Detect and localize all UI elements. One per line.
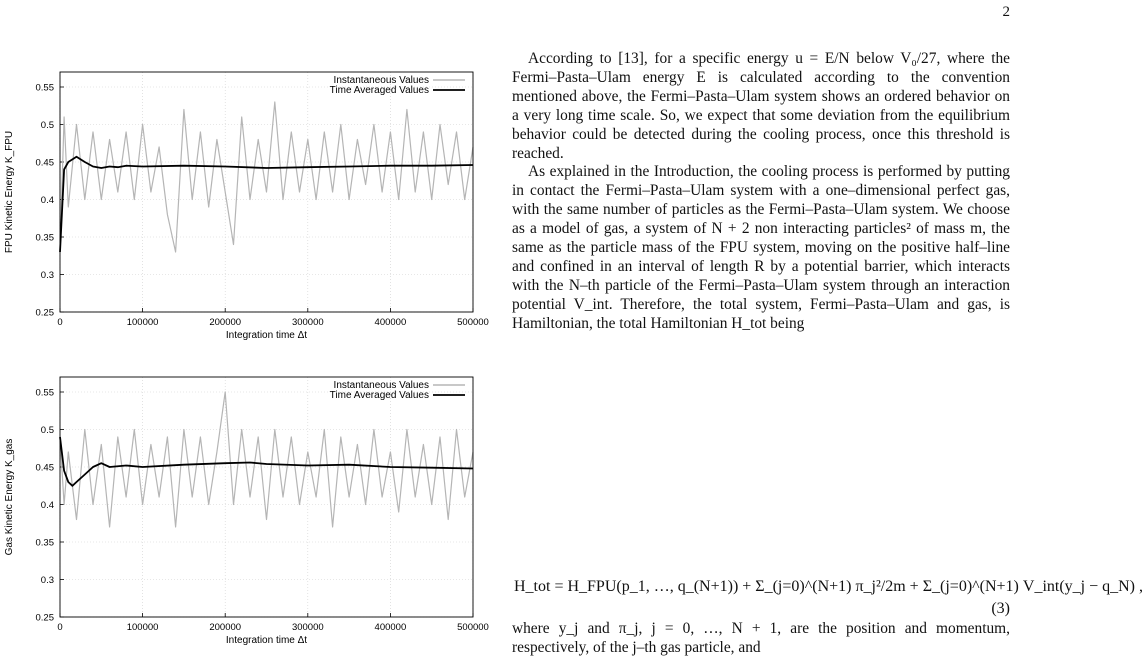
y-axis-label: Gas Kinetic Energy K_gas: [4, 438, 15, 556]
chart-gas: [0, 367, 500, 667]
x-axis-label: Integration time Δt: [225, 635, 308, 646]
text-column: [512, 50, 1010, 334]
series-time-averaged-line: [60, 157, 473, 252]
y-tick-label: 0.5: [40, 425, 54, 436]
y-tick-label: 0.55: [35, 387, 54, 399]
x-tick-label: 0: [57, 317, 63, 328]
x-tick-label: 300000: [291, 622, 324, 633]
y-tick-label: 0.35: [35, 537, 54, 549]
y-tick-label: 0.4: [40, 500, 54, 511]
y-tick-label: 0.45: [35, 157, 54, 169]
y-tick-label: 0.3: [40, 575, 54, 586]
paragraph-3: where y_j and π_j, j = 0, …, N + 1, are the position and momentum, respectively, of the j–th gas particle, and: [512, 620, 1010, 656]
y-tick-label: 0.4: [40, 195, 54, 206]
x-tick-label: 100000: [126, 317, 159, 328]
legend-label: Instantaneous Values: [333, 75, 429, 86]
x-tick-label: 400000: [374, 317, 407, 328]
x-tick-label: 200000: [209, 317, 242, 328]
chart-fpu: [0, 62, 500, 362]
x-tick-label: 100000: [126, 622, 159, 633]
equation-body: H_tot = H_FPU(p_1, …, q_(N+1)) + Σ_(j=0)^(N+1) π_j²/2m + Σ_(j=0)^(N+1) V_int(y_j − q_N) ,: [514, 578, 1143, 595]
series-instantaneous-line: [60, 392, 473, 527]
x-axis-label: Integration time Δt: [225, 330, 308, 341]
x-tick-label: 0: [57, 622, 63, 633]
x-tick-label: 500000: [457, 317, 489, 328]
equation-number: (3): [991, 600, 1010, 617]
page-number: 2: [1002, 4, 1010, 20]
y-tick-label: 0.25: [35, 307, 54, 319]
legend-label: Time Averaged Values: [329, 85, 429, 96]
chart-fpu-svg: [0, 62, 500, 362]
y-axis-label: FPU Kinetic Energy K_FPU: [4, 130, 15, 254]
figure: [0, 62, 500, 672]
plot-frame: [60, 377, 473, 617]
x-tick-label: 500000: [457, 622, 489, 633]
x-tick-label: 300000: [291, 317, 324, 328]
legend-label: Instantaneous Values: [333, 380, 429, 391]
equation-3: [512, 560, 1143, 618]
y-tick-label: 0.25: [35, 612, 54, 624]
x-tick-label: 400000: [374, 622, 407, 633]
paragraph-1: According to [13], for a specific energy u = E/N below V₀/27, where the Fermi–Pasta–Ulam energy E is calculated according to the convention mentioned above, the Fermi–Pasta–Ulam system shows an ordered behavior on a very long time scale. So, we expect that some deviation from the equilibrium behavior could be detected during the cooling process, once this threshold is reached.: [512, 50, 1010, 162]
y-tick-label: 0.45: [35, 462, 54, 474]
y-tick-label: 0.5: [40, 120, 54, 131]
chart-gas-svg: [0, 367, 500, 667]
x-tick-label: 200000: [209, 622, 242, 633]
legend-label: Time Averaged Values: [329, 390, 429, 401]
y-tick-label: 0.3: [40, 270, 54, 281]
y-tick-label: 0.55: [35, 82, 54, 94]
paragraph-2: As explained in the Introduction, the cooling process is performed by putting in contact the Fermi–Pasta–Ulam system with a one–dimensional perfect gas, with the same number of particles as the Fermi–Pasta–Ulam system. We choose as a model of gas, a system of N + 2 non interacting particles² of mass m, the same as the particle mass of the FPU system, moving on the positive half–line and confined in an interval of length R by a potential barrier, which interacts with the N–th particle of the Fermi–Pasta–Ulam system through an interaction potential V_int. Therefore, the total system, Fermi–Pasta–Ulam and gas, is Hamiltonian, the total Hamiltonian H_tot being: [512, 163, 1010, 332]
y-tick-label: 0.35: [35, 232, 54, 244]
